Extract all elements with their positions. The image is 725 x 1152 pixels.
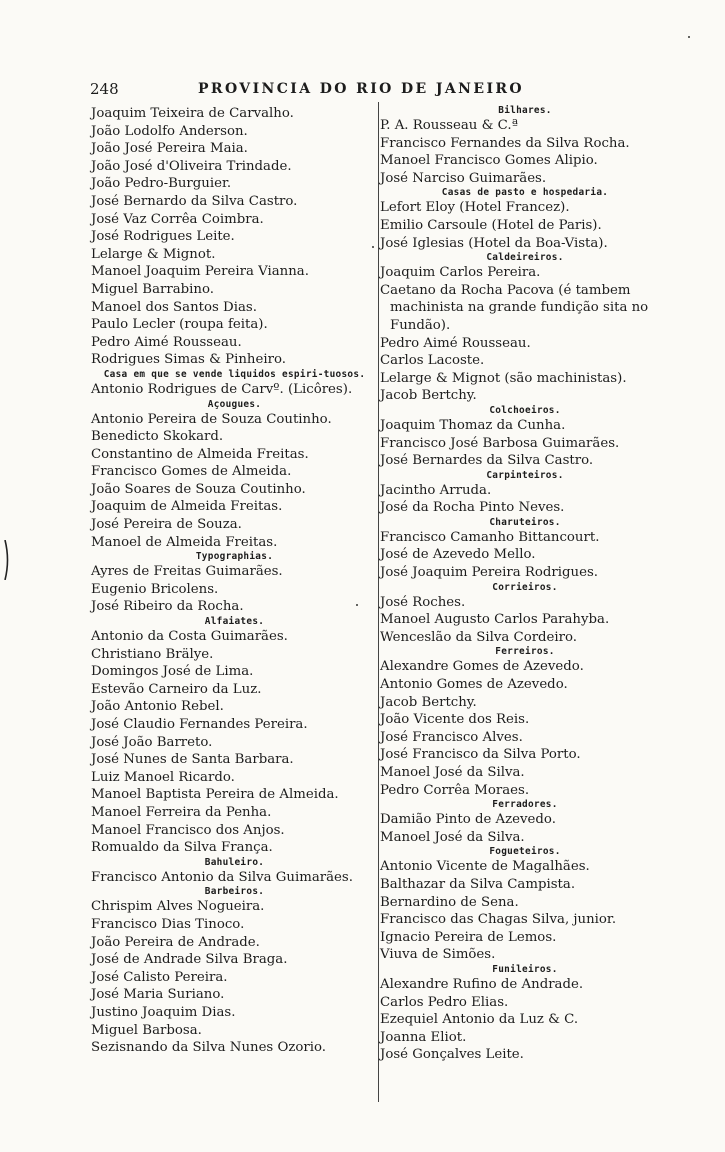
directory-entry: Manoel Francisco Gomes Alipio.: [380, 153, 598, 169]
ink-speck: [372, 246, 374, 248]
directory-entry: José Nunes de Santa Barbara.: [91, 752, 294, 768]
directory-entry: Francisco Camanho Bittancourt.: [380, 529, 600, 545]
directory-entry: José Pereira de Souza.: [91, 517, 242, 533]
directory-entry: José João Barreto.: [91, 734, 213, 750]
directory-entry: Jacob Bertchy.: [380, 694, 477, 710]
directory-entry: Justino Joaquim Dias.: [91, 1004, 236, 1020]
directory-entry: Manoel Augusto Carlos Parahyba.: [380, 612, 610, 628]
section-heading: Barbeiros.: [204, 886, 265, 898]
directory-entry: Caetano da Rocha Pacova (é tambem machinista na grande fundição sita no Fundão).: [380, 282, 649, 333]
right-column: [380, 105, 670, 1064]
margin-bracket-mark: [4, 540, 10, 580]
directory-entry: José Roches.: [380, 594, 466, 610]
page-header: [86, 80, 566, 102]
directory-entry: Antonio Rodrigues de Carvº. (Licôres).: [91, 381, 353, 397]
directory-entry: Manoel José da Silva.: [380, 829, 525, 845]
directory-entry: Francisco Gomes de Almeida.: [91, 464, 292, 480]
section-heading: Fogueteiros.: [489, 846, 561, 858]
directory-entry: Estevão Carneiro da Luz.: [91, 681, 262, 697]
directory-entry: José Ribeiro da Rocha.: [91, 599, 244, 615]
ink-speck: [688, 36, 690, 38]
directory-entry: Ignacio Pereira de Lemos.: [380, 929, 557, 945]
directory-entry: Romualdo da Silva França.: [91, 840, 273, 856]
directory-entry: João Pereira de Andrade.: [91, 934, 260, 950]
section-heading: Typographias.: [195, 551, 274, 563]
directory-entry: José Gonçalves Leite.: [380, 1047, 524, 1063]
directory-entry: Francisco das Chagas Silva, junior.: [380, 912, 617, 928]
directory-entry: Manoel José da Silva.: [380, 765, 525, 780]
directory-entry: Luiz Manoel Ricardo.: [91, 769, 235, 785]
directory-entry: Miguel Barrabino.: [91, 281, 214, 297]
directory-entry: Antonio Vicente de Magalhães.: [380, 859, 590, 875]
directory-entry: Jacob Bertchy.: [380, 388, 477, 404]
directory-entry: Manoel Ferreira da Penha.: [91, 804, 272, 820]
directory-entry: Rodrigues Simas & Pinheiro.: [91, 352, 286, 368]
directory-entry: João Antonio Rebel.: [91, 699, 224, 715]
section-heading: Charuteiros.: [489, 516, 561, 528]
directory-entry: João José d'Oliveira Trindade.: [91, 158, 292, 174]
directory-entry: José de Andrade Silva Braga.: [91, 952, 288, 968]
directory-entry: Antonio Gomes de Azevedo.: [380, 677, 568, 693]
directory-entry: João Lodolfo Anderson.: [91, 123, 248, 139]
directory-entry: Joanna Eliot.: [380, 1029, 467, 1045]
directory-entry: Viuva de Simões.: [380, 947, 496, 963]
directory-entry: Pedro Aimé Rousseau.: [380, 335, 531, 351]
section-heading: Casas de pasto e hospedaria.: [441, 187, 609, 199]
ink-speck: [356, 604, 358, 606]
directory-entry: José Narciso Guimarães.: [380, 170, 547, 186]
directory-entry: Manoel de Almeida Freitas.: [91, 534, 278, 550]
directory-entry: José Maria Suriano.: [91, 987, 225, 1003]
directory-entry: José Francisco Alves.: [380, 729, 523, 745]
section-heading: Alfaiates.: [204, 616, 265, 628]
section-heading: Ferradores.: [492, 799, 558, 811]
section-heading: Colchoeiros.: [489, 404, 561, 416]
directory-entry: Francisco Antonio da Silva Guimarães.: [91, 869, 353, 885]
directory-entry: Carlos Lacoste.: [380, 353, 485, 369]
directory-entry: Lelarge & Mignot (são machinistas).: [380, 370, 627, 386]
directory-entry: Francisco Dias Tinoco.: [91, 916, 245, 932]
directory-entry: José Calisto Pereira.: [91, 969, 228, 985]
directory-entry: Sezisnando da Silva Nunes Ozorio.: [91, 1040, 327, 1056]
directory-entry: José de Azevedo Mello.: [380, 547, 536, 563]
directory-entry: José Iglesias (Hotel da Boa-Vista).: [380, 235, 608, 251]
directory-entry: Christiano Brälye.: [91, 646, 214, 662]
directory-entry: Ayres de Freitas Guimarães.: [91, 564, 283, 580]
directory-entry: Benedicto Skokard.: [91, 429, 224, 445]
directory-entry: José Claudio Fernandes Pereira.: [91, 717, 308, 732]
directory-entry: Chrispim Alves Nogueira.: [91, 899, 265, 915]
directory-entry: Manoel Joaquim Pereira Vianna.: [91, 264, 309, 280]
directory-entry: João Vicente dos Reis.: [380, 712, 530, 728]
directory-entry: Francisco Fernandes da Silva Rocha.: [380, 135, 630, 151]
section-heading: Bilhares.: [498, 105, 552, 116]
directory-entry: Bernardino de Sena.: [380, 894, 519, 910]
page-number: 248: [90, 80, 119, 98]
section-heading: Açougues.: [207, 398, 262, 410]
running-title: PROVINCIA DO RIO DE JANEIRO: [198, 81, 525, 97]
section-heading: Casa em que se vende liquidos espiri-tuosos.: [103, 368, 366, 380]
directory-entry: João José Pereira Maia.: [91, 141, 248, 157]
directory-entry: Wenceslão da Silva Cordeiro.: [380, 629, 578, 645]
directory-entry: Lefort Eloy (Hotel Francez).: [380, 200, 570, 216]
directory-entry: Manoel dos Santos Dias.: [91, 299, 257, 315]
directory-entry: José Joaquim Pereira Rodrigues.: [380, 565, 599, 581]
directory-entry: Joaquim Carlos Pereira.: [380, 265, 541, 281]
directory-entry: Damião Pinto de Azevedo.: [380, 812, 556, 828]
column-divider: [378, 102, 379, 1102]
directory-entry: José Vaz Corrêa Coimbra.: [91, 211, 264, 227]
directory-entry: Domingos José de Lima.: [91, 664, 254, 680]
directory-entry: Manoel Baptista Pereira de Almeida.: [91, 787, 339, 803]
directory-entry: Alexandre Rufino de Andrade.: [380, 976, 584, 992]
directory-entry: Lelarge & Mignot.: [91, 246, 216, 262]
directory-entry: João Soares de Souza Coutinho.: [91, 481, 306, 497]
directory-entry: Alexandre Gomes de Azevedo.: [380, 659, 584, 675]
directory-entry: Joaquim de Almeida Freitas.: [91, 499, 283, 515]
directory-entry: Miguel Barbosa.: [91, 1022, 202, 1038]
directory-entry: Eugenio Bricolens.: [91, 581, 219, 597]
directory-entry: Pedro Aimé Rousseau.: [91, 334, 242, 350]
directory-entry: Joaquim Teixeira de Carvalho.: [91, 106, 294, 121]
directory-entry: Antonio Pereira de Souza Coutinho.: [91, 411, 332, 427]
section-heading: Bahuleiro.: [204, 856, 265, 868]
directory-entry: Paulo Lecler (roupa feita).: [91, 317, 268, 333]
directory-entry: João Pedro-Burguier.: [91, 176, 232, 192]
directory-entry: Carlos Pedro Elias.: [380, 994, 509, 1010]
directory-entry: Constantino de Almeida Freitas.: [91, 446, 309, 462]
directory-entry: Joaquim Thomaz da Cunha.: [380, 417, 566, 433]
directory-entry: Ezequiel Antonio da Luz & C.: [380, 1012, 579, 1028]
section-heading: Ferreiros.: [495, 646, 555, 658]
directory-entry: Francisco José Barbosa Guimarães.: [380, 435, 620, 451]
directory-entry: Pedro Corrêa Moraes.: [380, 782, 530, 798]
section-heading: Caldeireiros.: [486, 252, 564, 264]
directory-entry: Emilio Carsoule (Hotel de Paris).: [380, 217, 602, 233]
directory-entry: José Bernardo da Silva Castro.: [91, 193, 298, 209]
directory-entry: P. A. Rousseau & C.ª: [380, 118, 518, 133]
directory-entry: Balthazar da Silva Campista.: [380, 876, 576, 892]
directory-entry: José Francisco da Silva Porto.: [380, 747, 581, 763]
section-heading: Funileiros.: [492, 963, 558, 975]
directory-entry: José Rodrigues Leite.: [91, 229, 235, 245]
section-heading: Carpinteiros.: [486, 469, 564, 481]
left-column: [91, 105, 378, 1057]
directory-entry: José da Rocha Pinto Neves.: [380, 500, 565, 516]
directory-entry: José Bernardes da Silva Castro.: [380, 453, 594, 469]
section-heading: Corrieiros.: [492, 581, 558, 593]
directory-entry: Manoel Francisco dos Anjos.: [91, 822, 285, 838]
directory-entry: Jacintho Arruda.: [380, 482, 492, 498]
directory-entry: Antonio da Costa Guimarães.: [91, 629, 288, 645]
